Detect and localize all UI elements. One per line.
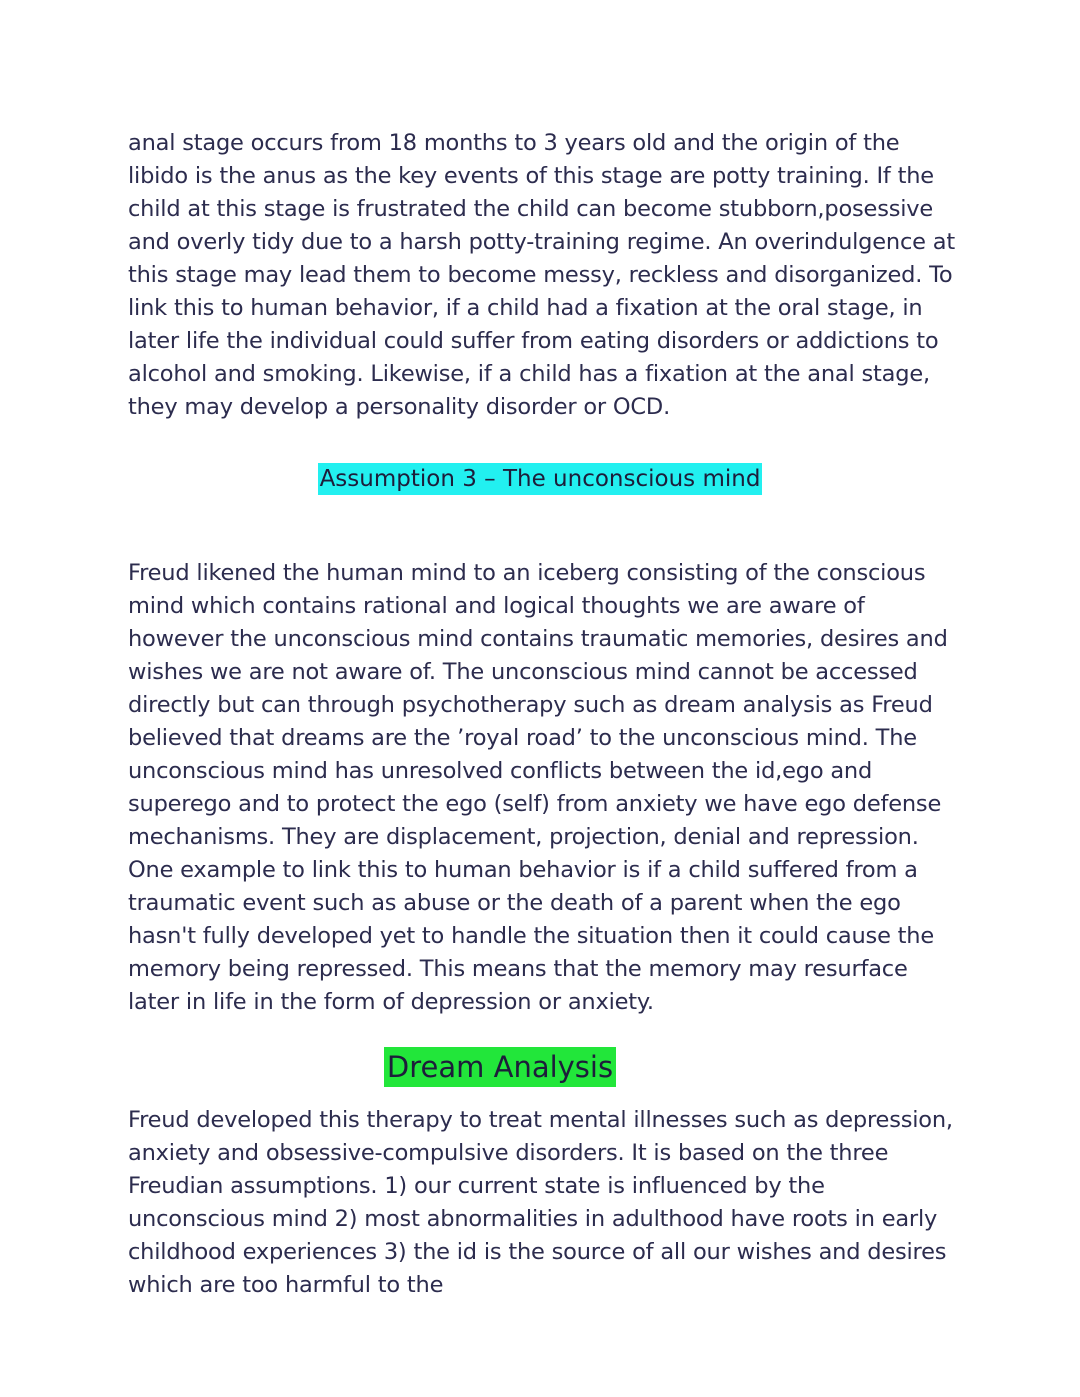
paragraph-anal-stage: anal stage occurs from 18 months to 3 years old and the origin of the libido is the anus as the key events of this stage are potty training. If the child at this stage is frustrated the child can become stubborn,posessive and overly tidy due to a harsh potty-training regime. An overindulgence at this stage may lead them to become messy, reckless and disorganized. To link this to human behavior, if a child had a fixation at the oral stage, in later life the individual could suffer from eating disorders or addictions to alcohol and smoking. Likewise, if a child has a fixation at the anal stage, they may develop a personality disorder or OCD. [128, 130, 955, 420]
heading-assumption-3-wrap [0, 463, 1080, 495]
heading-dream-analysis-wrap [0, 1047, 1080, 1087]
heading-assumption-3: Assumption 3 – The unconscious mind [318, 463, 763, 495]
heading-dream-analysis: Dream Analysis [384, 1047, 616, 1087]
paragraph-unconscious-mind: Freud likened the human mind to an iceberg consisting of the conscious mind which contains rational and logical thoughts we are aware of however the unconscious mind contains traumatic memories, desires and wishes we are not aware of. The unconscious mind cannot be accessed directly but can through psychotherapy such as dream analysis as Freud believed that dreams are the ’royal road’ to the unconscious mind. The unconscious mind has unresolved conflicts between the id,ego and superego and to protect the ego (self) from anxiety we have ego defense mechanisms. They are displacement, projection, denial and repression. One example to link this to human behavior is if a child suffered from a traumatic event such as abuse or the death of a parent when the ego hasn't fully developed yet to handle the situation then it could cause the memory being repressed. This means that the memory may resurface later in life in the form of depression or anxiety. [128, 560, 948, 1015]
paragraph-dream-analysis: Freud developed this therapy to treat mental illnesses such as depression, anxiety and obsessive-compulsive disorders. It is based on the three Freudian assumptions. 1) our current state is influenced by the unconscious mind 2) most abnormalities in adulthood have roots in early childhood experiences 3) the id is the source of all our wishes and desires which are too harmful to the [128, 1107, 953, 1298]
